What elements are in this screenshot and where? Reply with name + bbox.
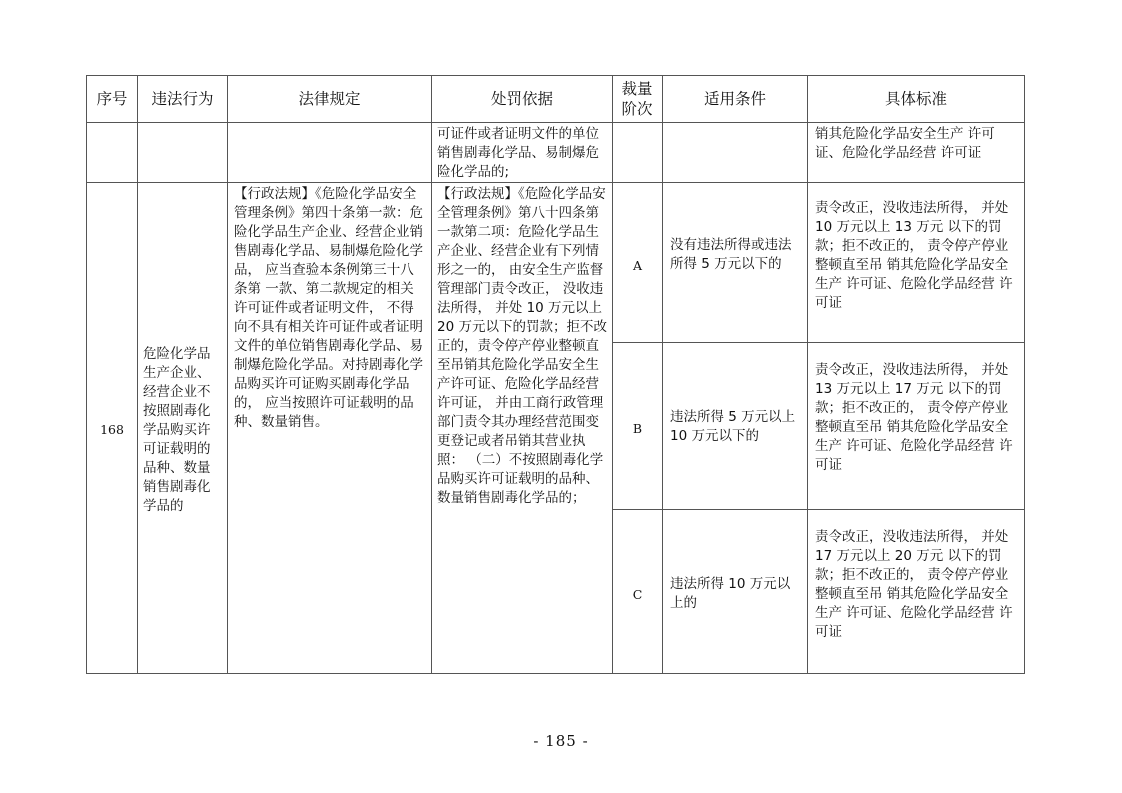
entry-behavior: 危险化学品生产企业、经营企业不按照剧毒化学品购买许可证载明的品种、数量销售剧毒化学品的 (143, 346, 211, 514)
header-basis: 处罚依据 (490, 90, 553, 108)
page-number: - 185 - (533, 732, 589, 750)
tier-c-level: C (632, 587, 643, 602)
tier-b-level: B (632, 421, 643, 436)
tier-a-level: A (632, 258, 643, 273)
entry-law: 【行政法规】《危险化学品安全管理条例》第四十条第一款：危险化学品生产企业、经营企业销售剧毒化学品、易制爆危险化学品， 应当查验本条例第三十八条第 一款、第二款规定的相关许可证件或者证明文件， 不得向不具有相关许可证件或者证明文件的单位销售剧毒化学品、易制爆危险化学品。对持剧毒化学品购买许可证购买剧毒化学品的， 应当按照许可证载明的品种、数量销售。 (234, 186, 423, 430)
tier-a-condition: 没有违法所得或违法所得 5 万元以下的 (670, 237, 792, 272)
tier-c-standard: 责令改正，没收违法所得， 并处 17 万元以上 20 万元 以下的罚款；拒不改正的， 责令停产停业整顿直至吊 销其危险化学品安全生产 许可证、危险化学品经营 许可证 (815, 529, 1013, 640)
tier-b-condition: 违法所得 5 万元以上 10 万元以下的 (670, 409, 796, 444)
tier-c-condition: 违法所得 10 万元以上的 (670, 576, 791, 611)
tier-b-standard: 责令改正，没收违法所得， 并处 13 万元以上 17 万元 以下的罚款；拒不改正的， 责令停产停业整顿直至吊 销其危险化学品安全生产 许可证、危险化学品经营 许可证 (815, 362, 1013, 473)
continued-standard-text: 销其危险化学品安全生产 许可证、危险化学品经营 许可证 (815, 126, 995, 161)
header-law: 法律规定 (298, 90, 361, 108)
entry-seq: 168 (100, 422, 124, 437)
header-standard: 具体标准 (884, 90, 947, 108)
header-level: 裁量阶次 (621, 80, 653, 118)
tier-a-standard: 责令改正，没收违法所得， 并处 10 万元以上 13 万元 以下的罚款；拒不改正的， 责令停产停业整顿直至吊 销其危险化学品安全生产 许可证、危险化学品经营 许可证 (815, 200, 1013, 311)
header-behavior: 违法行为 (151, 90, 214, 108)
continued-basis-text: 可证件或者证明文件的单位销售剧毒化学品、易制爆危险化学品的; (437, 126, 599, 180)
header-condition: 适用条件 (703, 90, 766, 108)
entry-basis: 【行政法规】《危险化学品安全管理条例》第八十四条第一款第二项：危险化学品生产企业、经营企业有下列情形之一的， 由安全生产监督管理部门责令改正， 没收违法所得， 并处 10 万元以上 20 万元以下的罚款；拒不改正的，责令停产停业整顿直至吊销其危险化学品安全生产许可证、危险化学品经营许可证， 并由工商行政管理部门责令其办理经营范围变更登记或者吊销其营业执照： （二）不按照剧毒化学品购买许可证载明的品种、数量销售剧毒化学品的； (437, 186, 607, 506)
header-seq: 序号 (96, 90, 128, 108)
